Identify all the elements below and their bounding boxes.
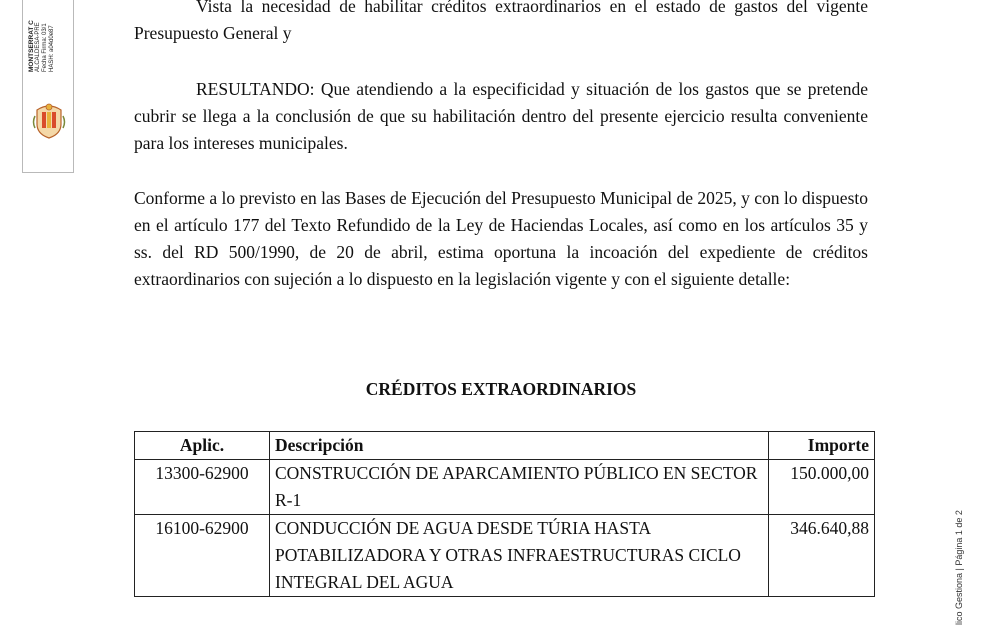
- signature-hash: HASH: a04d0e87: [49, 25, 55, 72]
- paragraph-resultando: RESULTANDO: Que atendiendo a la especificidad y situación de los gastos que se pretende cubrir se llega a la conclusión de que su habilitación dentro del presente ejercicio resulta conveniente para los intereses municipales.: [134, 79, 868, 153]
- section-title: CRÉDITOS EXTRAORDINARIOS: [365, 379, 637, 399]
- signature-text-rotated: [28, 20, 56, 72]
- signature-text-block: [28, 0, 68, 72]
- cell-aplic: 13300-62900: [135, 460, 270, 515]
- signer-role: ALCALDESA-PRE: [35, 22, 41, 72]
- header-descripcion: Descripción: [270, 432, 769, 460]
- municipal-coat-of-arms-icon: [31, 100, 67, 140]
- signature-date: Fecha Firma: 03/1: [42, 23, 48, 72]
- signer-name: MONTSERRAT C: [28, 20, 35, 72]
- table-header-row: [135, 432, 875, 460]
- header-importe: Importe: [769, 432, 875, 460]
- cell-aplic: 16100-62900: [135, 515, 270, 597]
- cell-descripcion: CONDUCCIÓN DE AGUA DESDE TÚRIA HASTA POTABILIZADORA Y OTRAS INFRAESTRUCTURAS CICLO INTEGRAL DEL AGUA: [270, 515, 769, 597]
- table-row: [135, 460, 875, 515]
- cell-importe: 346.640,88: [769, 515, 875, 597]
- paragraph-conforme: Conforme a lo previsto en las Bases de Ejecución del Presupuesto Municipal de 2025, y con lo dispuesto en el artículo 177 del Texto Refundido de la Ley de Haciendas Locales, así como en los artículos 35 y ss. del RD 500/1990, de 20 de abril, estima oportuna la incoación del expediente de créditos extraordinarios con sujeción a lo dispuesto en la legislación vigente y con el siguiente detalle:: [134, 188, 868, 289]
- paragraph-vista: Vista la necesidad de habilitar créditos extraordinarios en el estado de gastos del vigente Presupuesto General y: [134, 0, 868, 43]
- header-aplic: Aplic.: [135, 432, 270, 460]
- cell-descripcion: CONSTRUCCIÓN DE APARCAMIENTO PÚBLICO EN SECTOR R-1: [270, 460, 769, 515]
- credits-table: [134, 431, 875, 597]
- cell-importe: 150.000,00: [769, 460, 875, 515]
- side-footer-text: lico Gestiona | Página 1 de 2: [954, 510, 964, 625]
- table-row: [135, 515, 875, 597]
